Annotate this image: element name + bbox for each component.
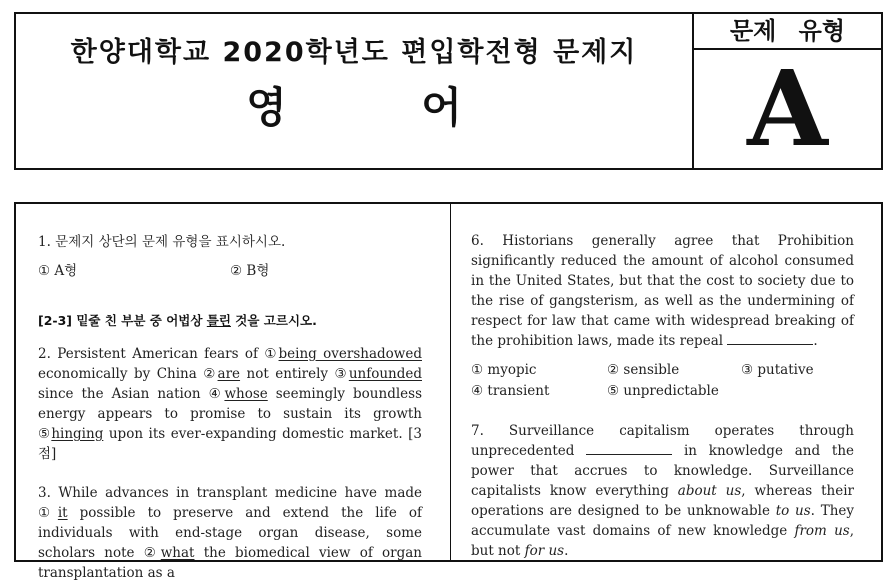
option-5: ⑤ unpredictable bbox=[607, 383, 719, 399]
q3-underline-2: what bbox=[160, 545, 195, 561]
q3-text: the biomedical view of organ transplantation as a bbox=[38, 545, 422, 581]
question-6-options bbox=[471, 360, 854, 401]
section-text-before: [2-3] 밑줄 친 부분 중 어법상 bbox=[38, 313, 207, 328]
answer-blank bbox=[586, 441, 672, 455]
right-column bbox=[471, 204, 854, 561]
q2-underline-1: being overshadowed bbox=[278, 346, 422, 362]
q7-text: , but not bbox=[471, 523, 854, 559]
subject-title: 영 어 bbox=[246, 83, 462, 132]
header-title-area bbox=[16, 14, 692, 168]
q7-italic: from us bbox=[794, 523, 850, 539]
q2-text: not entirely ③ bbox=[240, 366, 349, 382]
q7-text: 7. Surveillance capitalism operates through unprecedented bbox=[471, 423, 854, 459]
question-type-label: 문제 유형 bbox=[694, 14, 881, 50]
q2-text: seemingly boundless energy appears to promise to sustain its growth ⑤ bbox=[38, 386, 422, 442]
question-type-letter: A bbox=[747, 47, 828, 170]
option-2: ② sensible bbox=[607, 362, 680, 378]
question-3 bbox=[38, 483, 422, 583]
q3-text: 3. While advances in transplant medicine have made ① bbox=[38, 485, 422, 521]
q2-underline-4: whose bbox=[224, 386, 268, 402]
q2-text: economically by China ② bbox=[38, 366, 218, 382]
option-3: ③ putative bbox=[741, 362, 814, 378]
option-b: ② B형 bbox=[230, 263, 270, 279]
option-1: ① myopic bbox=[471, 362, 537, 378]
q7-text: in knowledge and the power that accrues to knowledge. Surveillance capitalists know everything bbox=[471, 443, 854, 499]
q7-text: , whereas their operations are designed to be unknowable bbox=[471, 483, 854, 519]
section-instruction bbox=[38, 311, 422, 331]
q3-text: possible to preserve and extend the life of individuals with end-stage organ disease, some scholars note ② bbox=[38, 505, 422, 561]
q7-italic: about us bbox=[677, 483, 742, 499]
question-1: 1. 문제지 상단의 문제 유형을 표시하시오. bbox=[38, 234, 286, 250]
q2-underline-5: hinging bbox=[51, 426, 104, 442]
option-a: ① A형 bbox=[38, 263, 78, 279]
q3-underline-1: it bbox=[57, 505, 68, 521]
question-1-options bbox=[38, 261, 422, 281]
question-7 bbox=[471, 421, 854, 561]
question-6 bbox=[471, 231, 854, 351]
q2-underline-2: are bbox=[217, 366, 241, 382]
q7-text: . bbox=[564, 543, 569, 559]
exam-header bbox=[14, 12, 883, 170]
q7-text: . They accumulate vast domains of new knowledge bbox=[471, 503, 855, 539]
question-type-box bbox=[692, 14, 881, 168]
q7-italic: to us bbox=[775, 503, 811, 519]
q6-text: 6. Historians generally agree that Prohibition significantly reduced the amount of alcohol consumed in the United States, but that the cost to society due to the rise of gangsterism, as well as the undermining of respect for law that came with widespread breaking of the prohibition laws, made its repeal bbox=[471, 233, 854, 349]
q7-italic: for us bbox=[524, 543, 565, 559]
question-2 bbox=[38, 344, 422, 464]
section-underlined-word: 틀린 bbox=[206, 313, 231, 328]
q2-text: upon its ever-expanding domestic market. [3점] bbox=[38, 426, 422, 462]
q6-end: . bbox=[813, 333, 818, 349]
question-sheet bbox=[14, 202, 883, 581]
answer-blank bbox=[727, 331, 813, 345]
exam-title: 한양대학교 2020학년도 편입학전형 문제지 bbox=[70, 37, 638, 68]
left-column bbox=[38, 204, 422, 583]
q2-underline-3: unfounded bbox=[348, 366, 422, 382]
section-text-after: 것을 고르시오. bbox=[230, 313, 317, 328]
column-divider bbox=[450, 204, 451, 560]
option-4: ④ transient bbox=[471, 383, 550, 399]
q2-text: since the Asian nation ④ bbox=[38, 386, 225, 402]
q2-text: 2. Persistent American fears of ① bbox=[38, 346, 279, 362]
